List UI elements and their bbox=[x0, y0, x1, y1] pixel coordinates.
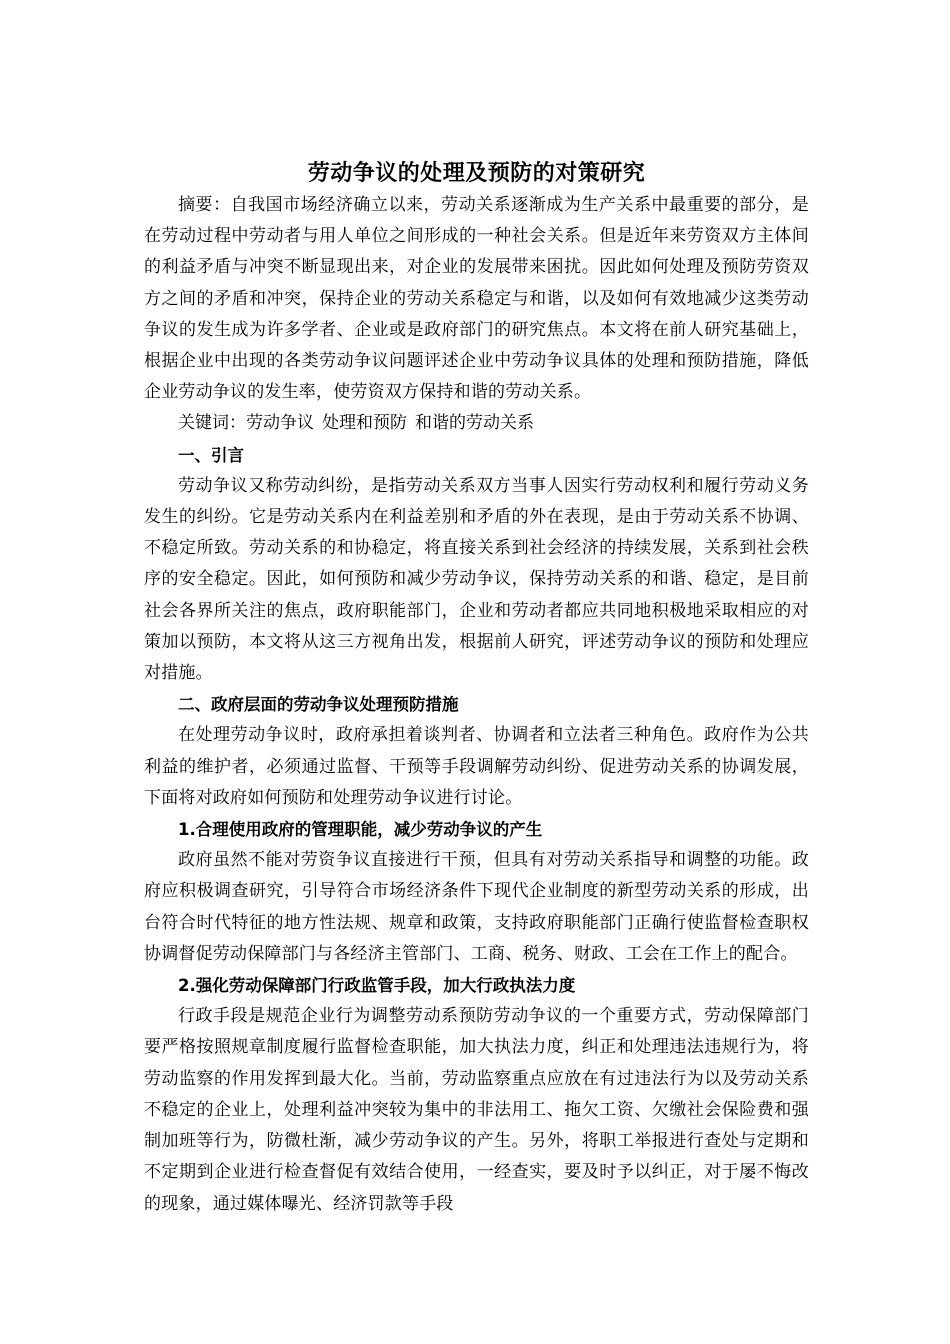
section-heading-introduction: 一、引言 bbox=[178, 445, 244, 465]
keywords-line bbox=[144, 408, 809, 439]
subsection-heading-2: 2.强化劳动保障部门行政监管手段，加大行政执法力度 bbox=[178, 976, 576, 996]
keyword-item: 和谐的劳动关系 bbox=[415, 413, 534, 434]
document-page bbox=[144, 158, 809, 1220]
keyword-item: 处理和预防 bbox=[322, 413, 407, 434]
section-paragraph: 劳动争议又称劳动纠纷，是指劳动关系双方当事人因实行劳动权利和履行劳动义务发生的纠纷。它是劳动关系内在利益差别和矛盾的外在表现，是由于劳动关系不协调、不稳定所致。劳动关系的和协稳定，将直接关系到社会经济的持续发展，关系到社会秩序的安全稳定。因此，如何预防和减少劳动争议，保持劳动关系的和谐、稳定，是目前社会各界所关注的焦点，政府职能部门，企业和劳动者都应共同地积极地采取相应的对策加以预防，本文将从这三方视角出发，根据前人研究，评述劳动争议的预防和处理应对措施。 bbox=[144, 475, 809, 684]
abstract-paragraph: 摘要：自我国市场经济确立以来，劳动关系逐渐成为生产关系中最重要的部分，是在劳动过程中劳动者与用人单位之间形成的一种社会关系。但是近年来劳资双方主体间的利益矛盾与冲突不断显现出来，对企业的发展带来困扰。因此如何处理及预防劳资双方之间的矛盾和冲突，保持企业的劳动关系稳定与和谐，以及如何有效地减少这类劳动争议的发生成为许多学者、企业或是政府部门的研究焦点。本文将在前人研究基础上，根据企业中出现的各类劳动争议问题评述企业中劳动争议具体的处理和预防措施，降低企业劳动争议的发生率，使劳资双方保持和谐的劳动关系。 bbox=[144, 195, 809, 403]
section-paragraph: 行政手段是规范企业行为调整劳动系预防劳动争议的一个重要方式，劳动保障部门要严格按照规章制度履行监督检查职能，加大执法力度，纠正和处理违法违规行为，将劳动监察的作用发挥到最大化。当前，劳动监察重点应放在有过违法行为以及劳动关系不稳定的企业上，处理利益冲突较为集中的非法用工、拖欠工资、欠缴社会保险费和强制加班等行为，防微杜渐，减少劳动争议的产生。另外，将职工举报进行查处与定期和不定期到企业进行检查督促有效结合使用，一经查实，要及时予以纠正，对于屡不悔改的现象，通过媒体曝光、经济罚款等手段 bbox=[144, 1006, 809, 1214]
keywords-label: 关键词： bbox=[178, 413, 246, 434]
section-heading-government: 二、政府层面的劳动争议处理预防措施 bbox=[178, 695, 459, 715]
section-paragraph: 政府虽然不能对劳资争议直接进行干预，但具有对劳动关系指导和调整的功能。政府应积极调查研究，引导符合市场经济条件下现代企业制度的新型劳动关系的形成，出台符合时代特征的地方性法规、规章和政策，支持政府职能部门正确行使监督检查职权协调督促劳动保障部门与各经济主管部门、工商、税务、财政、工会在工作上的配合。 bbox=[144, 850, 809, 964]
keyword-item: 劳动争议 bbox=[246, 413, 314, 434]
subsection-heading-1: 1.合理使用政府的管理职能，减少劳动争议的产生 bbox=[178, 820, 543, 840]
document-title: 劳动争议的处理及预防的对策研究 bbox=[307, 161, 646, 186]
section-paragraph: 在处理劳动争议时，政府承担着谈判者、协调者和立法者三种角色。政府作为公共利益的维护者，必须通过监督、干预等手段调解劳动纠纷、促进劳动关系的协调发展，下面将对政府如何预防和处理劳动争议进行讨论。 bbox=[144, 725, 809, 808]
